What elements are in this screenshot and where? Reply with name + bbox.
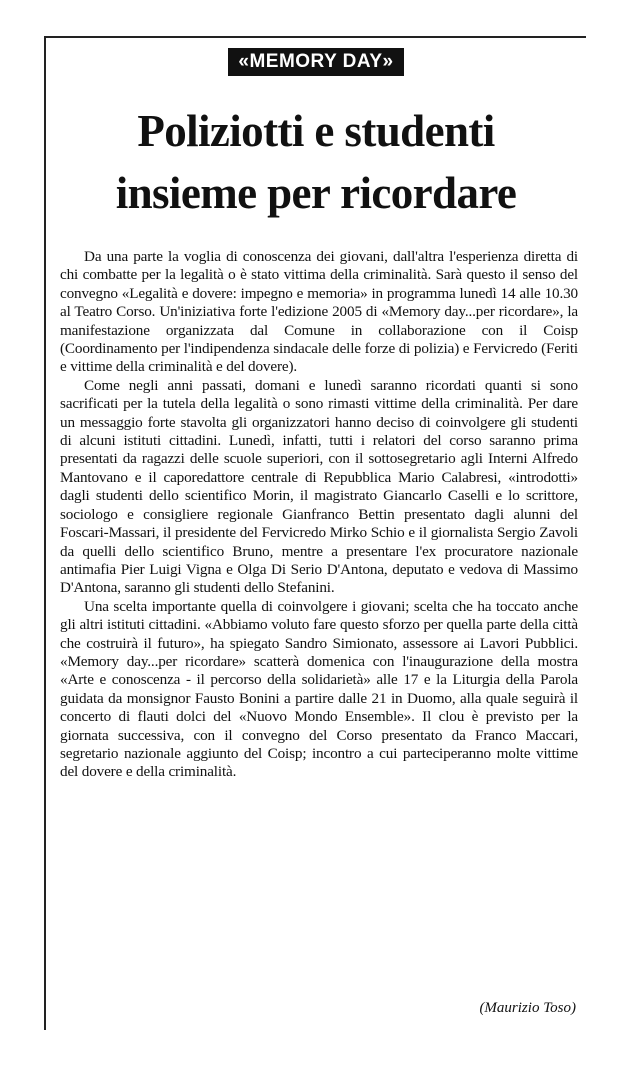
newspaper-clipping bbox=[44, 36, 586, 1030]
kicker-label: «MEMORY DAY» bbox=[228, 48, 403, 76]
article-body bbox=[60, 248, 578, 782]
byline: (Maurizio Toso) bbox=[479, 1000, 576, 1016]
headline-line-2: insieme per ricordare bbox=[115, 168, 517, 218]
headline-line-1: Poliziotti e studenti bbox=[137, 106, 495, 156]
paragraph-2: Come negli anni passati, domani e lunedì saranno ricordati quanti si sono sacrificati per la tutela della legalità o sono rimasti vittime della criminalità. Per dare un messaggio forte stavolta gli organizzatori hanno deciso di coinvolgere gli studenti di alcuni istituti cittadini. Lunedì, infatti, tutti i relatori del corso saranno prima presentati da ragazzi delle scuole superiori, con il sottosegretario agli Interni Alfredo Mantovano e il caporedattore centrale di Repubblica Mario Calabresi, «introdotti» dagli studenti dello scientifico Morin, il magistrato Giancarlo Caselli e lo scrittore, sociologo e consigliere regionale Gianfranco Bettin presentato dagli alunni del Foscari-Massari, il presidente del Fervicredo Mirko Schio e il giornalista Sergio Zavoli da quelli dello scientifico Bruno, mentre a presentare l'ex procuratore nazionale antimafia Pier Luigi Vigna e Olga Di Serio D'Antona, deputato e vedova di Massimo D'Antona, saranno gli studenti dello Stefanini. bbox=[60, 376, 578, 597]
headline bbox=[46, 100, 586, 224]
paragraph-1: Da una parte la voglia di conoscenza dei giovani, dall'altra l'esperienza diretta di chi combatte per la legalità o è stato vittima della criminalità. Sarà questo il senso del convegno «Legalità e dovere: impegno e memoria» in programma lunedì 14 alle 10.30 al Teatro Corso. Un'iniziativa forte l'edizione 2005 di «Memory day...per ricordare», la manifestazione organizzata dal Comune in collaborazione con il Coisp (Coordinamento per l'indipendenza sindacale delle forze di polizia) e Fervicredo (Feriti e vittime della criminalità e del dovere). bbox=[60, 248, 578, 376]
paragraph-3: Una scelta importante quella di coinvolgere i giovani; scelta che ha toccato anche gli altri istituti cittadini. «Abbiamo voluto fare questo sforzo per quella parte della città che costruirà il futuro», ha spiegato Sandro Simionato, assessore ai Lavori Pubblici. «Memory day...per ricordare» scatterà domenica con l'inaugurazione della mostra «Arte e conoscenza - il percorso della solidarietà» alle 17 e la Liturgia della Parola guidata da monsignor Fausto Bonini a partire dalle 21 in Duomo, alla quale seguirà il concerto di flauti dolci del «Nuovo Mondo Ensemble». Il clou è previsto per la giornata successiva, con il convegno del Corso presentato da Franco Maccari, segretario nazionale aggiunto del Coisp; incontro a cui parteciperanno molte vittime del dovere e della criminalità. bbox=[60, 597, 578, 781]
kicker-container bbox=[46, 48, 586, 76]
